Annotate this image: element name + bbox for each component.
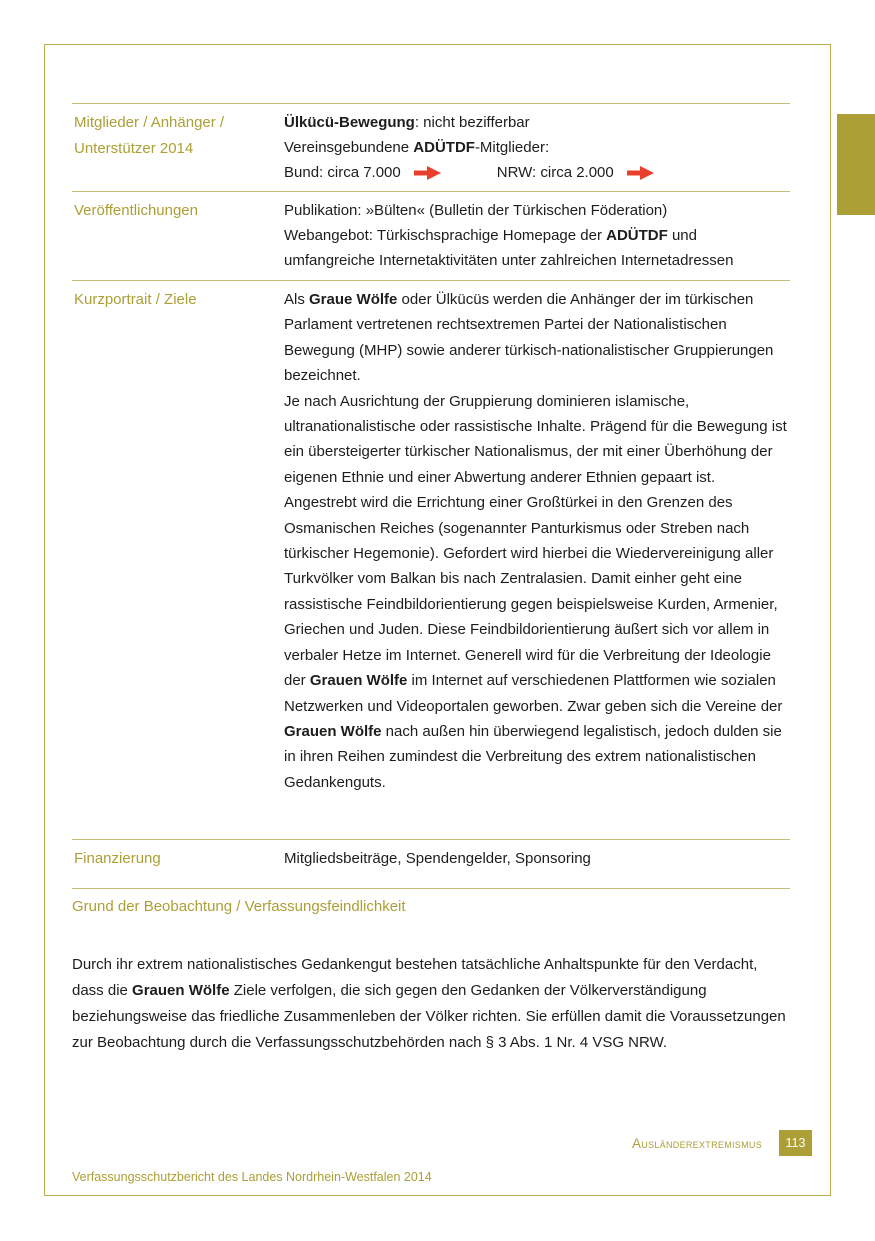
- publications-line-2: Webangebot: Türkischsprachige Homepage der ADÜTDF und umfangreiche Internetaktivitäten unter zahlreichen Internetadressen: [284, 227, 734, 269]
- footer-chapter-label: Ausländerextremismus: [631, 1136, 762, 1151]
- profile-infobox: [72, 103, 790, 889]
- infobox-row-label: Mitglieder / Anhänger / Unterstützer 2014: [74, 114, 225, 157]
- infobox-row-label: Veröffentlichungen: [74, 202, 198, 219]
- infobox-row-content: [284, 287, 790, 833]
- chapter-edge-tab: [837, 114, 875, 215]
- members-stats-line: [284, 160, 790, 185]
- stat-bund: [284, 160, 441, 185]
- infobox-row-financing: [72, 839, 790, 889]
- publications-line-1: Publikation: »Bülten« (Bulletin der Türkischen Föderation): [284, 202, 668, 219]
- financing-text: Mitgliedsbeiträge, Spendengelder, Sponsoring: [284, 850, 591, 867]
- infobox-row-portrait: [72, 280, 790, 839]
- portrait-paragraph-2: Je nach Ausrichtung der Gruppierung dominieren islamische, ultranationalistische oder rassistische Inhalte. Prägend für die Bewegung ist ein übersteigerter türkischer Nationalismus, der mit einer Überhöhung der eigenen Ethnie und einer Abwertung anderer Ethnien gepaart ist. Angestrebt wird die Errichtung einer Großtürkei in den Grenzen des Osmanischen Reiches (sogenannter Panturkismus oder Streben nach türkischer Hegemonie). Gefordert wird hierbei die Wiedervereinigung aller Turkvölker vom Balkan bis nach Zentralasien. Damit einher geht eine rassistische Feindbildorientierung gegen beispielsweise Kurden, Armenier, Griechen und Juden. Diese Feindbildorientierung äußert sich vor allem in verbaler Hetze im Internet. Generell wird für die Verbreitung der Ideologie der Grauen Wölfe im Internet auf verschiedenen Plattformen wie sozialen Netzwerken und Videoportalen geworben. Zwar geben sich die Vereine der Grauen Wölfe nach außen hin überwiegend legalistisch, jedoch dulden sie in ihren Reihen zumindest die Verbreitung des extrem nationalistischen Gedankenguts.: [284, 392, 787, 791]
- footer-report-title: Verfassungsschutzbericht des Landes Nordrhein-Westfalen 2014: [72, 1170, 432, 1184]
- observation-paragraph: Durch ihr extrem nationalistisches Gedankengut bestehen tatsächliche Anhaltspunkte für den Verdacht, dass die Grauen Wölfe Ziele verfolgen, die sich gegen den Gedanken der Völkerverständigung beziehungsweise das friedliche Zusammenleben der Völker richten. Sie erfüllen damit die Voraussetzungen zur Beobachtung durch die Verfassungsschutzbehörden nach § 3 Abs. 1 Nr. 4 VSG NRW.: [72, 956, 786, 1051]
- observation-heading: Grund der Beobachtung / Verfassungsfeindlichkeit: [72, 898, 406, 915]
- infobox-row-publications: [72, 191, 790, 280]
- trend-right-arrow-icon: [627, 166, 654, 180]
- stat-bund-text: Bund: circa 7.000: [284, 164, 401, 181]
- stat-nrw: [497, 160, 654, 185]
- trend-right-arrow-icon: [414, 166, 441, 180]
- page-number-badge: 113: [779, 1130, 812, 1156]
- infobox-row-members: [72, 103, 790, 191]
- members-line-2: Vereinsgebundene ADÜTDF-Mitglieder:: [284, 139, 550, 156]
- infobox-row-label: Finanzierung: [74, 850, 161, 867]
- infobox-row-content: [284, 846, 790, 882]
- infobox-row-label: Kurzportrait / Ziele: [74, 291, 197, 308]
- portrait-paragraph-1: Als Graue Wölfe oder Ülkücüs werden die Anhänger der im türkischen Parlament vertretenen rechtsextremen Partei der Nationalistischen Bewegung (MHP) sowie anderer türkisch-nationalistischer Gruppierungen bezeichnet.: [284, 291, 774, 385]
- members-line-1: Ülkücü-Bewegung: nicht bezifferbar: [284, 114, 530, 131]
- stat-nrw-text: NRW: circa 2.000: [496, 164, 614, 181]
- infobox-row-content: [284, 110, 790, 185]
- infobox-row-content: [284, 198, 790, 274]
